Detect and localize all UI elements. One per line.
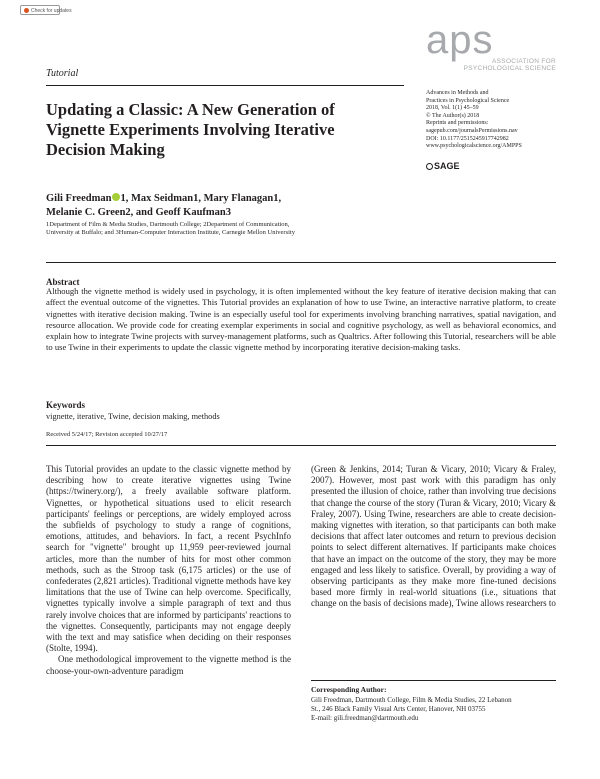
- authors-line1-rest: 1, Max Seidman1, Mary Flanagan1,: [120, 193, 282, 204]
- keywords-text: vignette, iterative, Twine, decision making, methods: [46, 412, 220, 421]
- affiliation-line1: 1Department of Film & Media Studies, Dartmouth College; 2Department of Communication,: [46, 221, 290, 228]
- logo-sub-line2: PSYCHOLOGICAL SCIENCE: [463, 65, 556, 72]
- section-label: Tutorial: [46, 68, 79, 79]
- author-first: Gili Freedman: [46, 193, 112, 204]
- abstract-text: Although the vignette method is widely used in psychology, it is often implemented without the key feature of iterative decision making that can affect the eventual outcome of the vignettes. This Tutorial provides an explanation of how to use Twine, an interactive narrative platform, to create vignettes with iterative decision making. Twine is an especially useful tool for experiments involving branching narratives, spatial navigation, and resource allocation. We provide code for creating exemplar experiments in social and cognitive psychology, as well as behavioral economics, and explain how to integrate Twine projects with survey-management platforms, such as Qualtrics. After following this Tutorial, researchers will be able to use Twine in their experiments to update the classic vignette method by incorporating iterative decision-making tasks.: [46, 286, 556, 353]
- crossmark-label: Check for updates: [31, 8, 72, 14]
- logo-sub-line1: ASSOCIATION FOR: [492, 58, 556, 65]
- correspondence-heading: Corresponding Author:: [311, 685, 387, 694]
- correspondence-rule: [311, 680, 556, 681]
- abstract-rule: [46, 262, 556, 263]
- received-dates: Received 5/24/17; Revision accepted 10/27/17: [46, 431, 168, 438]
- abstract-heading: Abstract: [46, 277, 80, 287]
- crossmark-badge[interactable]: [20, 5, 72, 15]
- body-rule: [46, 445, 556, 446]
- body-column-left: [46, 464, 291, 677]
- authors-line1: [46, 192, 376, 206]
- body-paragraph: One methodological improvement to the vignette method is the choose-your-own-adventure paradigm: [46, 654, 291, 676]
- meta-doi[interactable]: DOI: 10.1177/2515245917742982: [426, 135, 509, 142]
- meta-url[interactable]: www.psychologicalscience.org/AMPPS: [426, 143, 522, 150]
- affiliation-line2: University at Buffalo; and 3Human-Computer Interaction Institute, Carnegie Mellon University: [46, 229, 295, 237]
- header-rule: [46, 85, 404, 86]
- meta-line: Reprints and permissions:: [426, 120, 489, 127]
- meta-line: 2018, Vol. 1(1) 45–59: [426, 105, 479, 112]
- correspondence-line: St., 246 Black Family Visual Arts Center, Hanover, NH 03755: [311, 705, 486, 713]
- keywords-heading: Keywords: [46, 400, 85, 410]
- sage-circle-icon: [426, 163, 433, 170]
- logo-brand: aps: [426, 18, 494, 62]
- meta-line: Advances in Methods and: [426, 90, 489, 96]
- correspondence-line: Gili Freedman, Dartmouth College, Film & Media Studies, 22 Lebanon: [311, 696, 512, 704]
- aps-logo: [426, 18, 556, 72]
- correspondence-details: [311, 696, 556, 723]
- meta-line: sagepub.com/journalsPermissions.nav: [426, 127, 518, 134]
- crossmark-icon: [24, 8, 29, 13]
- body-paragraph: This Tutorial provides an update to the classic vignette method by describing how to create iterative vignettes using Twine (https://twinery.org/), a freely available software platform. Vignettes, or hypothetical situations used to elicit research participants' feelings or perceptions, are widely employed across the subfields of psychology to study a range of cognitions, emotions, attitudes, and behaviors. In fact, a recent PsychInfo search for "vignette" brought up 11,959 peer-reviewed journal articles, more than the number of hits for most other common methods, such as the Stroop task (6,175 articles) or the use of confederates (2,821 articles). Traditional vignette methods have key limitations that the use of Twine can help overcome. Specifically, vignettes typically involve a simple paragraph of text and thus rarely involve choices that are informed by participants' reactions to the vignettes. Consequently, participants may not engage deeply with the text and may satisfice when deciding on their responses (Stolte, 1994).: [46, 464, 291, 654]
- author-list: [46, 192, 376, 219]
- sage-logo: [426, 161, 460, 171]
- article-title: Updating a Classic: A New Generation of Vignette Experiments Involving Iterative Decision Making: [46, 100, 335, 159]
- authors-line2: Melanie C. Green2, and Geoff Kaufman3: [46, 206, 232, 218]
- journal-meta: [426, 90, 566, 151]
- affiliations: [46, 221, 376, 237]
- meta-line: Practices in Psychological Science: [426, 97, 510, 104]
- correspondence-email[interactable]: E-mail: gili.freedman@dartmouth.edu: [311, 714, 419, 722]
- meta-line: © The Author(s) 2018: [426, 112, 480, 119]
- body-paragraph: (Green & Jenkins, 2014; Turan & Vicary, 2010; Vicary & Fraley, 2007). However, most past work with this paradigm has only presented the illusion of choice, rather than involving true decisions that change the course of the story (Turan & Vicary, 2010; Vicary & Fraley, 2007). Using Twine, researchers are able to create decision-making vignettes with iteration, so that participants can both make decisions that affect later outcomes and return to previous decision points to select different alternatives. If participants make choices that have an impact on the outcome of the story, they may be more engaged and less likely to satisfice. Overall, by providing a way of observing participants as they make more fine-tuned decisions based more firmly in real-world situations (i.e., situations that change on the basis of decisions made), Twine allows researchers to: [311, 464, 556, 609]
- body-column-right: [311, 464, 556, 610]
- sage-label: SAGE: [434, 161, 460, 171]
